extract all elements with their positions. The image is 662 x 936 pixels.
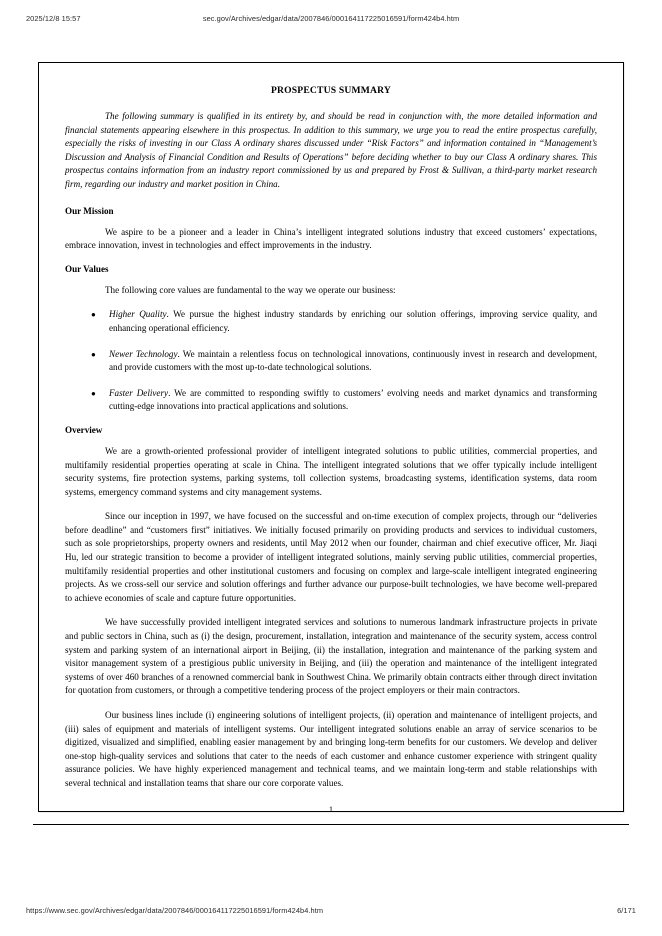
values-intro-paragraph: The following core values are fundamental to the way we operate our business: [105,284,396,295]
overview-paragraph-4: Our business lines include (i) engineering solutions of intelligent projects, (ii) operation and maintenance of intelligent projects, and (iii) sales of equipment and materials of intelligent systems. Our intelligent integrated solutions enable an array of service scenarios to be digitized, visualized and simplified, enabling easier management by and bringing long-term benefits for our customers. We develop and deliver one-stop high-quality services and solutions that cater to the needs of each customer and enhance customer experience with stringent quality assurance policies. We have highly experienced management and technical teams, and we maintain long-term and stable relationships with several technical and installation teams that share our core corporate values. [65,710,597,788]
bullet-icon: ● [91,388,96,398]
print-header-timestamp: 2025/12/8 15:57 [26,14,81,23]
value-description: . We maintain a relentless focus on technological innovations, continuously invest in research and development, and provide customers with the most up-to-date technological solutions. [109,348,598,373]
section-heading-overview: Overview [65,424,103,435]
value-term: Higher Quality [109,309,167,320]
value-term: Faster Delivery [109,387,169,398]
section-heading-our-values: Our Values [65,263,109,274]
list-item [65,348,597,375]
document-content [39,63,623,812]
print-footer-page-counter: 6/171 [617,906,636,915]
bullet-icon: ● [91,310,96,320]
overview-paragraph-2: Since our inception in 1997, we have focused on the successful and on-time execution of complex projects, through our “deliveries before deadline” and “customers first” initiatives. We initially focused primarily on providing products and services to individual customers, such as sole proprietorships, property owners and residents, until May 2012 when our founder, chairman and chief executive officer, Mr. Jiaqi Hu, led our strategic transition to become a provider of intelligent integrated solutions, mainly serving public utilities, commercial properties, multifamily residential properties and other institutional customers and focusing on complex and large-scale intelligent integrated engineering projects. As we cross-sell our service and solution offerings and further advance our purpose-built technologies, we have become well-prepared to achieve economies of scale and capture future opportunities. [65,511,597,603]
section-heading-our-mission: Our Mission [65,205,114,216]
value-description: . We are committed to responding swiftly to customers’ evolving needs and market dynamics and transforming cutting-edge innovations into practical applications and solutions. [109,387,597,412]
document-page [38,62,624,812]
core-values-list [65,308,597,414]
bullet-icon: ● [91,349,96,359]
overview-paragraph-1: We are a growth-oriented professional provider of intelligent integrated solutions to public utilities, commercial properties, and multifamily residential properties operating at scale in China. The intelligent integrated solutions that we offer typically include intelligent security systems, fire protection systems, parking systems, toll collection systems, broadcasting systems, identification systems, data room systems, emergency command systems and city management systems. [65,445,597,497]
list-item [65,387,597,414]
print-header-url: sec.gov/Archives/edgar/data/2007846/000164117225016591/form424b4.htm [202,14,460,23]
lead-paragraph: The following summary is qualified in its entirety by, and should be read in conjunction with, the more detailed information and financial statements appearing elsewhere in this prospectus. In addition to this summary, we urge you to read the entire prospectus carefully, especially the risks of investing in our Class A ordinary shares discussed under “Risk Factors” and information contained in “Management’s Discussion and Analysis of Financial Condition and Results of Operations” before deciding whether to buy our Class A ordinary shares. This prospectus contains information from an industry report commissioned by us and prepared by Frost & Sullivan, a third-party market research firm, regarding our industry and market position in China. [65,111,597,189]
print-footer-url: https://www.sec.gov/Archives/edgar/data/2007846/000164117225016591/form424b4.htm [26,906,324,915]
page-title: PROSPECTUS SUMMARY [270,85,392,96]
list-item [65,308,597,335]
value-term: Newer Technology [109,348,178,359]
document-page-number: 1 [328,805,334,814]
value-description: . We pursue the highest industry standards by enriching our solution offerings, improving service quality, and enhancing operational efficiency. [109,309,597,333]
print-header [0,14,662,25]
footer-divider [33,824,629,825]
mission-paragraph: We aspire to be a pioneer and a leader in China’s intelligent integrated solutions industry that exceed customers’ expectations, embrace innovation, invest in technologies and effect improvements in the industry. [65,226,597,251]
overview-paragraph-3: We have successfully provided intelligent integrated services and solutions to numerous landmark infrastructure projects in private and public sectors in China, such as (i) the design, procurement, installation, integration and maintenance of the security system, access control system and parking system of an international airport in Beijing, (ii) the installation, integration and maintenance of the parking system and visitor management system of a prestigious public university in Beijing, and (iii) the operation and maintenance of the intelligent integrated systems of over 460 branches of a renowned commercial bank in Southwest China. We primarily obtain contracts either through direct invitation for quotation from customers, or through a competitive tendering process of the project employers or their main contractors. [65,617,597,696]
print-footer [0,906,662,917]
